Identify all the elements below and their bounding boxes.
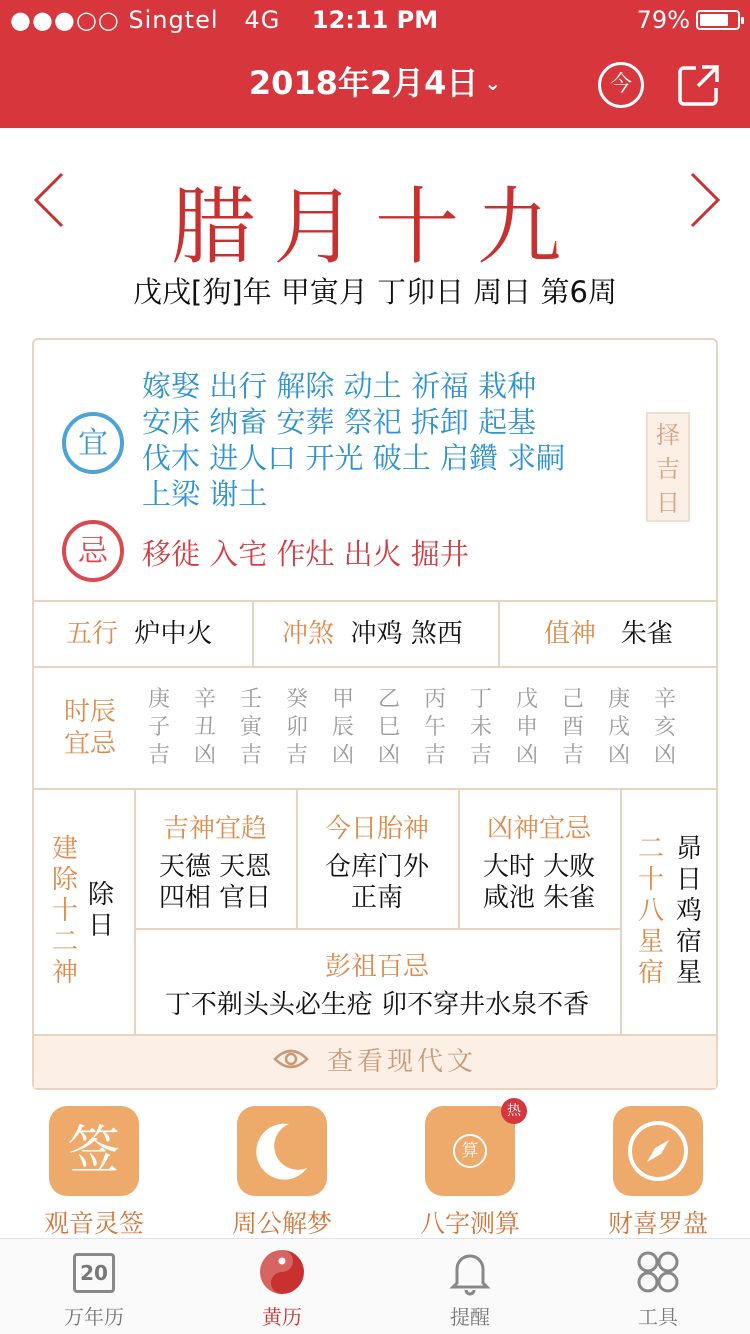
bazi-icon: 算 热 <box>425 1106 515 1196</box>
ji-badge: 忌 <box>62 520 124 582</box>
view-modern-button[interactable] <box>34 1034 716 1088</box>
tab-wannianli[interactable]: 20 万年历 <box>34 1247 154 1330</box>
calendar-icon: 20 <box>69 1247 119 1297</box>
yi-line: 嫁娶 出行 解除 动土 祈福 栽种 <box>142 369 537 403</box>
taishen-text: 仓库门外 正南 <box>324 852 429 913</box>
ganzhi-line: 戊戌[狗]年 甲寅月 丁卯日 周日 第6周 <box>133 275 617 309</box>
tool-guanyin[interactable]: 签 观音灵签 <box>34 1106 154 1240</box>
xiongshen-text: 大时 大败 咸池 朱雀 <box>482 852 596 913</box>
shichen-column: 辛 丑 凶 <box>193 687 216 768</box>
shichen-column: 丁 未 吉 <box>469 687 492 768</box>
zhishen-cell: 值神 朱雀 <box>544 619 673 649</box>
ji-list: 移徙 入宅 作灶 出火 掘井 <box>142 537 469 571</box>
next-day-arrow[interactable] <box>684 170 724 230</box>
shichen-column: 辛 亥 凶 <box>653 687 676 768</box>
shichen-column: 癸 卯 吉 <box>285 687 308 768</box>
yi-list <box>142 368 602 512</box>
tools-grid-icon <box>633 1247 683 1297</box>
clock: 12:11 PM <box>311 6 439 34</box>
lot-icon: 签 <box>49 1106 139 1196</box>
xiongshen-title: 凶神宜忌 <box>486 814 591 844</box>
status-bar <box>0 0 750 40</box>
shichen-column: 庚 戌 凶 <box>607 687 630 768</box>
carrier-text: ●●●○○ Singtel 4G <box>10 6 281 34</box>
shichen-column: 乙 巳 凶 <box>377 687 400 768</box>
yi-line: 伐木 进人口 开光 破土 启鑽 求嗣 <box>142 441 566 475</box>
zeji-stamp[interactable]: 择 吉 日 <box>646 412 690 522</box>
wuxing-cell: 五行 炉中火 <box>66 619 213 649</box>
share-icon[interactable] <box>676 62 722 108</box>
yi-badge: 宜 <box>62 412 124 474</box>
shichen-column: 戊 申 凶 <box>515 687 538 768</box>
detail-grid <box>34 788 716 1034</box>
xiu-label: 二 十 八 星 宿 <box>637 834 664 988</box>
shichen-column: 庚 子 吉 <box>147 687 170 768</box>
tab-huangli[interactable]: 黄历 <box>222 1247 342 1330</box>
xiu-value: 昴 日 鸡 宿 星 <box>675 834 702 988</box>
compass-icon <box>613 1106 703 1196</box>
shichen-column: 甲 辰 凶 <box>331 687 354 768</box>
info-row <box>34 600 716 666</box>
moon-icon <box>237 1106 327 1196</box>
lunar-date: 腊月十九 <box>170 178 579 276</box>
yi-ji-section <box>34 340 716 600</box>
jishen-title: 吉神宜趋 <box>162 814 267 844</box>
shichen-column: 壬 寅 吉 <box>239 687 262 768</box>
tool-bazi[interactable]: 算 热 八字测算 <box>410 1106 530 1240</box>
view-modern-label: 查看现代文 <box>326 1047 477 1077</box>
tab-tixing[interactable]: 提醒 <box>410 1247 530 1330</box>
hot-badge: 热 <box>501 1098 527 1124</box>
yinyang-icon <box>257 1247 307 1297</box>
jianchu-value: 除 日 <box>87 880 114 941</box>
tool-luopan[interactable]: 财喜罗盘 <box>598 1106 718 1240</box>
yi-line: 上梁 谢土 <box>142 477 268 511</box>
tab-gongju[interactable]: 工具 <box>598 1247 718 1330</box>
top-bar <box>0 0 750 128</box>
tab-bar <box>0 1238 750 1334</box>
shichen-column: 丙 午 吉 <box>423 687 446 768</box>
taishen-title: 今日胎神 <box>324 814 429 844</box>
chevron-down-icon: ⌄ <box>484 71 502 95</box>
almanac-card <box>32 338 718 1090</box>
shichen-column: 己 酉 吉 <box>561 687 584 768</box>
tool-zhougong[interactable]: 周公解梦 <box>222 1106 342 1240</box>
current-date: 2018年2月4日 <box>248 64 479 102</box>
jianchu-label: 建 除 十 二 神 <box>51 834 78 988</box>
pengzu-title: 彭祖百忌 <box>324 952 429 982</box>
battery-icon <box>696 10 740 30</box>
yi-line: 安床 纳畜 安葬 祭祀 拆卸 起基 <box>142 405 537 439</box>
battery-percent: 79% <box>636 6 690 34</box>
chongsha-cell: 冲煞 冲鸡 煞西 <box>282 619 463 649</box>
jishen-text: 天德 天恩 四相 官日 <box>158 852 272 913</box>
shichen-row[interactable] <box>34 666 716 788</box>
shichen-label: 时辰 宜忌 <box>63 697 116 759</box>
bell-icon <box>445 1247 495 1297</box>
eye-icon <box>273 1037 309 1089</box>
today-button[interactable]: 今 <box>598 62 644 108</box>
pengzu-text: 丁不剃头头必生疮 卯不穿井水泉不香 <box>164 990 590 1020</box>
